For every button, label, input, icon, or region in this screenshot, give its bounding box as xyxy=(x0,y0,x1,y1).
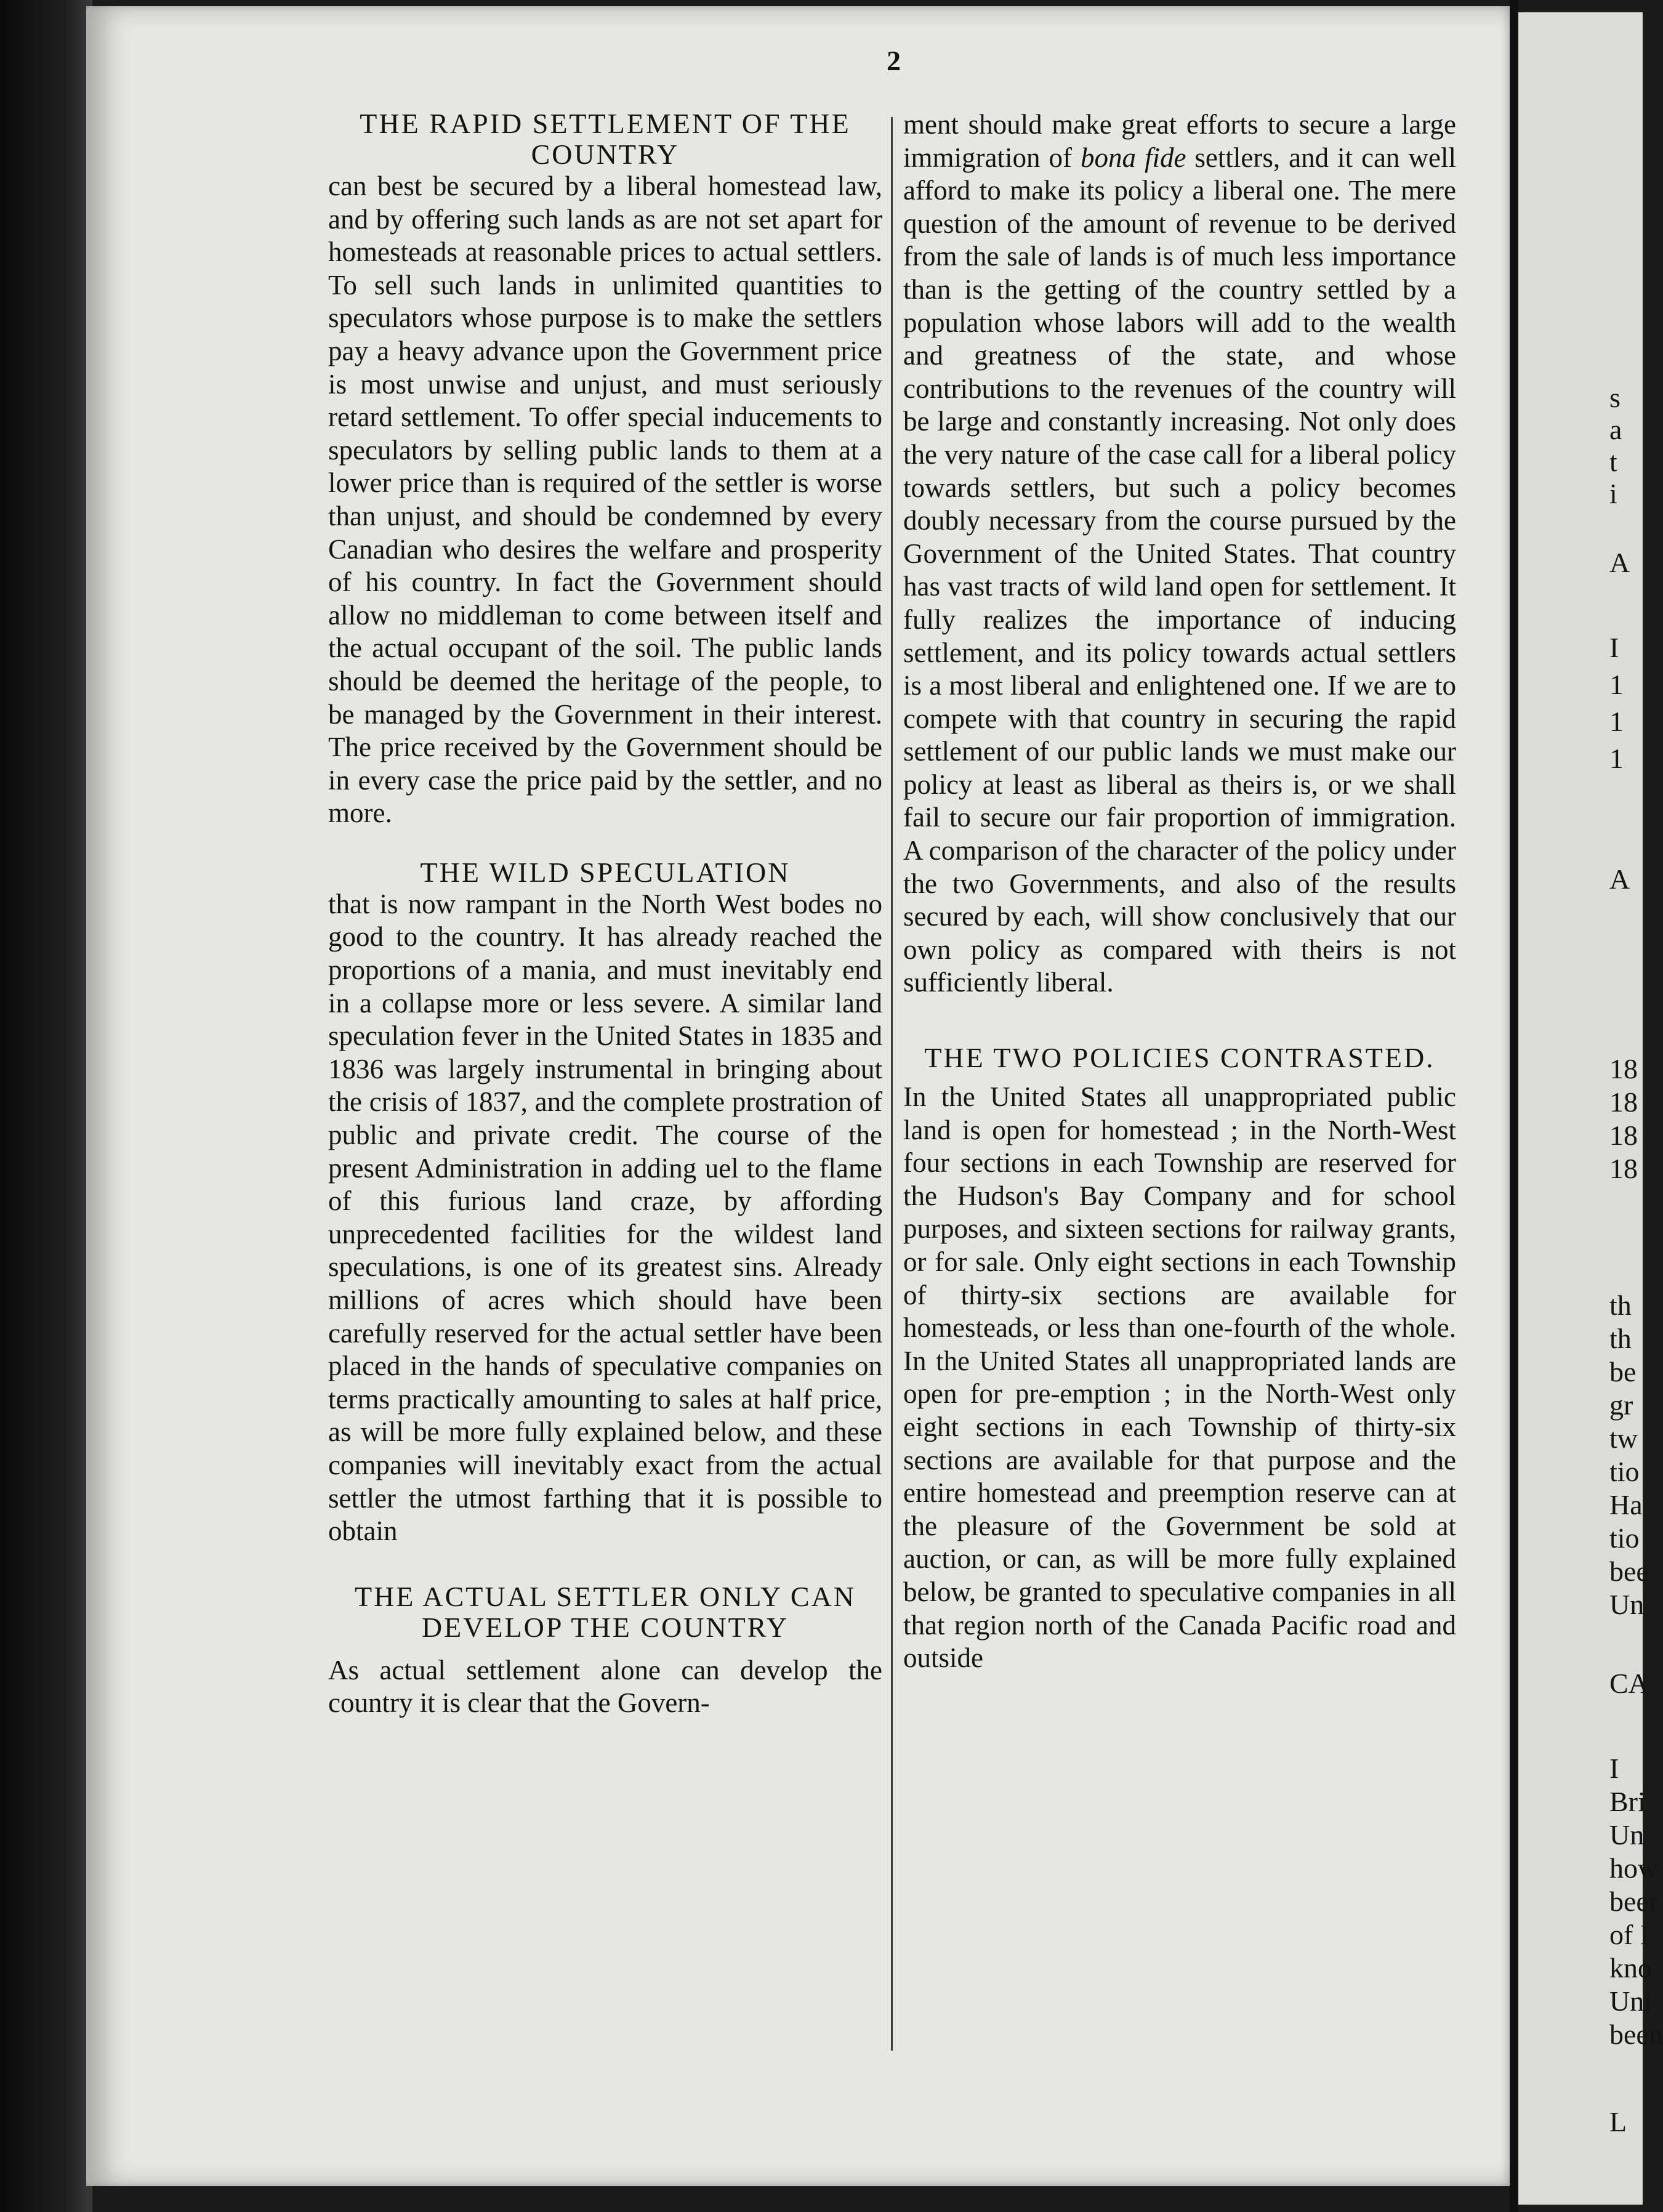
next-page-fragment: beer xyxy=(1609,1886,1659,1917)
next-page-fragment: a xyxy=(1609,414,1622,445)
next-page-fragment: 18 xyxy=(1609,1053,1638,1084)
next-page-fragment: Bri xyxy=(1609,1786,1646,1817)
paragraph-actual-settler: As actual settlement alone can develop the country it is clear that the Govern- xyxy=(328,1654,882,1719)
paragraph-continued-start: ment should make great efforts to secure a large immigration of xyxy=(903,109,1456,173)
next-page-fragment: th xyxy=(1609,1323,1632,1354)
next-page-fragment: t xyxy=(1609,446,1617,477)
next-page-fragment: A xyxy=(1609,547,1630,578)
next-page-fragment: CA xyxy=(1609,1668,1649,1699)
next-page-fragment: of I xyxy=(1609,1919,1650,1950)
bona-fide-italic: bona fide xyxy=(1080,142,1186,173)
next-page-fragment: tw xyxy=(1609,1423,1638,1454)
next-page-fragment: 18 xyxy=(1609,1120,1638,1151)
next-page-fragment: how xyxy=(1609,1852,1659,1884)
next-page-fragment: gr xyxy=(1609,1389,1633,1421)
paragraph-continued xyxy=(903,108,1456,999)
paragraph-two-policies: In the United States all unappropriated public land is open for homestead ; in the North-West four sections in each Township are reserved for the Hudson's Bay Company and for school purposes, and sixteen sections for railway grants, or for sale. Only eight sections in each Township of thirty-six sections are available for homesteads, or less than one-fourth of the whole. In the United States all unappropriated lands are open for pre-emption ; in the North-West only eight sections in each Township of thirty-six sections are available for that purpose and the entire homestead and preemption reserve can at the pleasure of the Government be sold at auction, or can, as will be more fully explained below, be granted to speculative companies in all that region north of the Canada Pacific road and outside xyxy=(903,1081,1456,1674)
paragraph-continued-end: settlers, and it can well afford to make its policy a liberal one. The mere question of the amount of revenue to be derived from the sale of lands is of much less importance than is the getting of the country settled by a population whose labors will add to the wealth and greatness of the state, and whose contributions to the revenues of the country will be large and constantly increasing. Not only does the very nature of the case call for a liberal policy towards settlers, but such a policy becomes doubly necessary from the course pursued by the Government of the United States. That country has vast tracts of wild land open for settlement. It fully realizes the importance of inducing settlement, and its policy towards actual settlers is a most liberal and enlightened one. If we are to compete with that country in securing the rapid settlement of our public lands we must make our policy at least as liberal as theirs is, or we shall fail to secure our fair proportion of immigration. A comparison of the character of the policy under the two Governments, and also of the results secured by each, will show conclusively that our own policy as compared with theirs is not sufficiently liberal. xyxy=(903,142,1456,998)
next-page-fragment: 1 xyxy=(1609,669,1624,700)
next-page-fragment: tio xyxy=(1609,1456,1640,1487)
next-page-fragment: A xyxy=(1609,863,1630,895)
scan-left-frame xyxy=(0,0,92,2212)
paragraph-rapid-settlement: can best be secured by a liberal homestead law, and by offering such lands as are not set apart for homesteads at reasonable prices to actual settlers. To sell such lands in unlimited quantities to speculators whose purpose is to make the settlers pay a heavy advance upon the Government price is most unwise and unjust, and must seriously retard settlement. To offer special inducements to speculators by selling public lands to them at a lower price than is required of the settler is worse than unjust, and should be condemned by every Canadian who desires the welfare and prosperity of his country. In fact the Government should allow no middleman to come between itself and the actual occupant of the soil. The public lands should be deemed the heritage of the people, to be managed by the Government in their interest. The price received by the Government should be in every case the price paid by the settler, and no more. xyxy=(328,171,882,829)
next-page-fragment: 18 xyxy=(1609,1153,1638,1184)
next-page-fragment: Uni xyxy=(1609,1985,1652,2017)
next-page-fragment: 1 xyxy=(1609,706,1624,737)
next-page-fragment: Un xyxy=(1609,1819,1645,1851)
next-page-fragment: be xyxy=(1609,1356,1637,1387)
next-page-fragment: L xyxy=(1609,2106,1627,2137)
next-page-fragment: 1 xyxy=(1609,743,1624,774)
next-page-edge xyxy=(1518,12,1663,2205)
next-page-fragment: s xyxy=(1609,382,1621,413)
next-page-fragment: Ha xyxy=(1609,1489,1643,1520)
page-number: 2 xyxy=(887,45,901,76)
next-page-fragment: I xyxy=(1609,632,1619,663)
heading-two-policies: THE TWO POLICIES CONTRASTED. xyxy=(924,1042,1435,1074)
document-page xyxy=(86,6,1510,2186)
right-column xyxy=(903,108,1456,1675)
next-page-fragment: I xyxy=(1609,1753,1619,1784)
paragraph-wild-speculation: that is now rampant in the North West bodes no good to the country. It has already reached the proportions of a mania, and must inevitably end in a collapse more or less severe. A similar land speculation fever in the United States in 1835 and 1836 was largely instrumental in bringing about the crisis of 1837, and the complete prostration of public and private credit. The course of the present Administration in adding uel to the flame of this furious land craze, by affording unprecedented facilities for the wildest land speculations, is one of its greatest sins. Already millions of acres which should have been carefully reserved for the actual settler have been placed in the hands of speculative companies on terms practically amounting to sales at half price, as will be more fully explained below, and these companies will inevitably exact from the actual settler the utmost farthing that it is possible to obtain xyxy=(328,888,882,1547)
next-page-fragment: th xyxy=(1609,1290,1632,1321)
next-page-fragment: tio xyxy=(1609,1522,1640,1554)
next-page-fragment: been xyxy=(1609,2019,1663,2050)
next-page-fragment: kno xyxy=(1609,1952,1652,1984)
next-page-fragment: bee xyxy=(1609,1556,1649,1587)
left-column xyxy=(328,108,882,1720)
next-page-fragment: i xyxy=(1609,478,1617,509)
heading-wild-speculation: THE WILD SPECULATION xyxy=(420,856,791,888)
column-divider xyxy=(891,117,893,2051)
heading-actual-settler: THE ACTUAL SETTLER ONLY CAN DEVELOP THE COUNTRY xyxy=(354,1580,856,1643)
page-gutter xyxy=(1510,0,1518,2212)
next-page-fragment: Un xyxy=(1609,1589,1645,1620)
next-page-fragment: 18 xyxy=(1609,1086,1638,1118)
heading-rapid-settlement: THE RAPID SETTLEMENT OF THE COUNTRY xyxy=(360,108,851,170)
